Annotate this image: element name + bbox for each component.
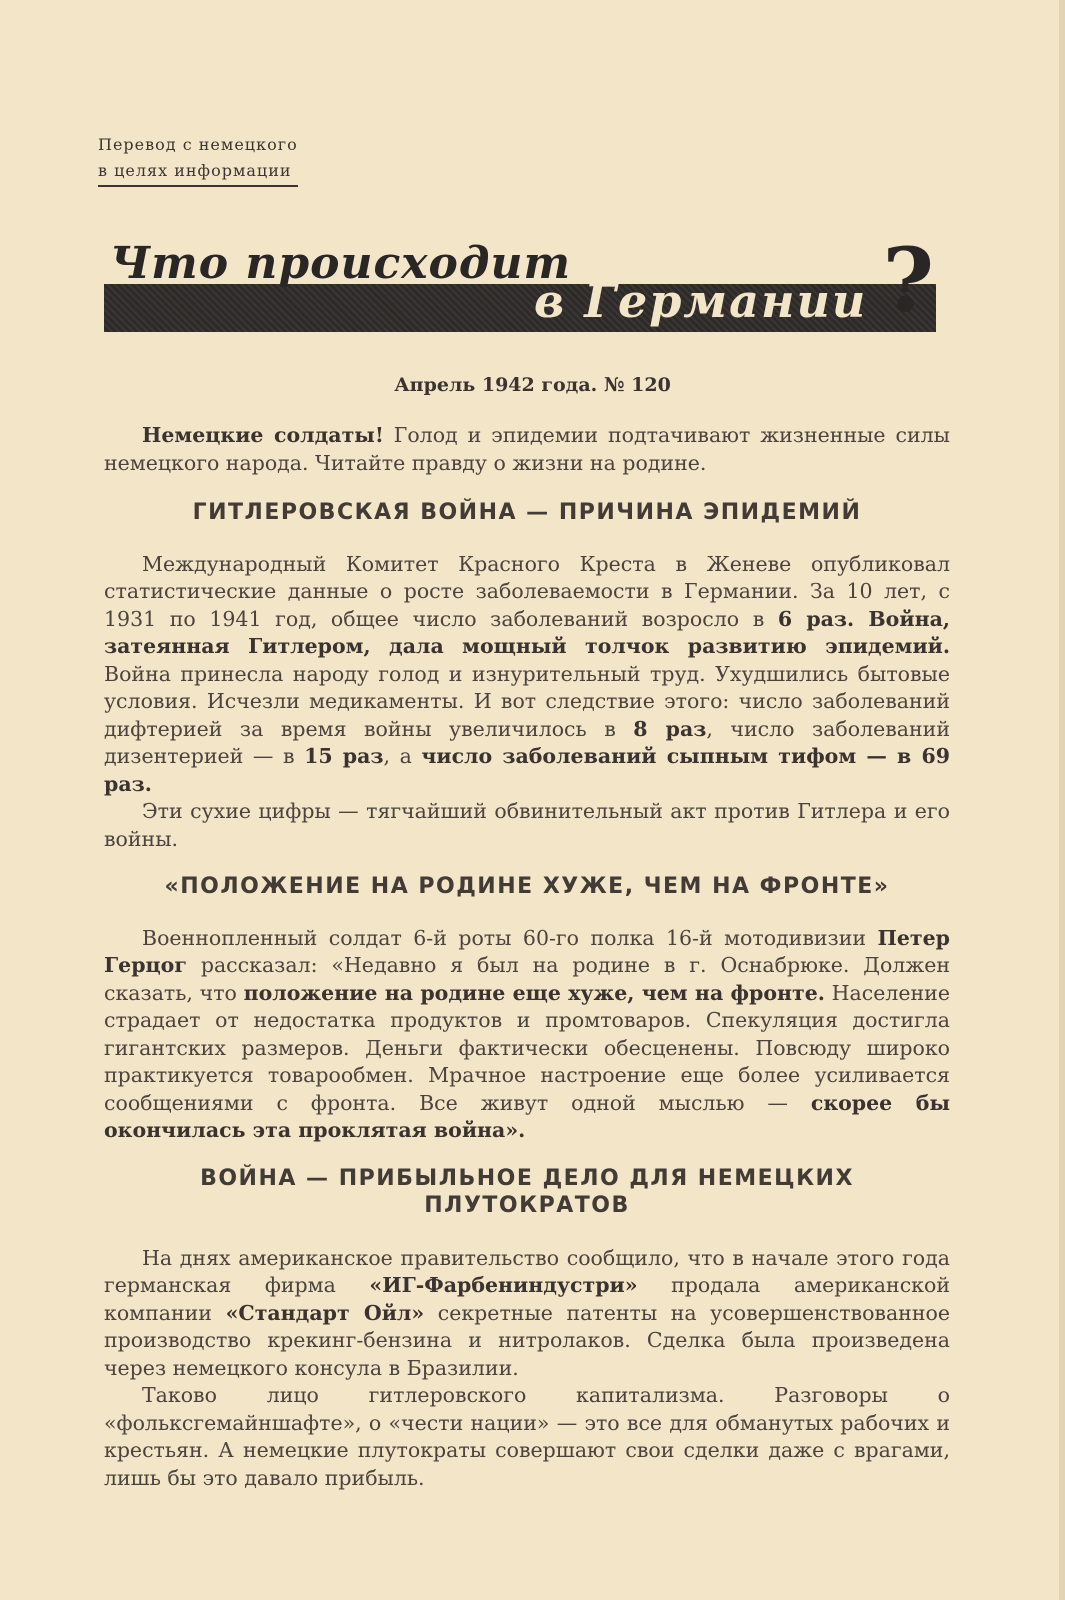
text-run: Население страдает от недостатка продуктов и промтоваров. Спекуляция достигла гигантских размеров. Деньги фактически обесценены. Повсюду широко практикуется товарообмен. Мрачное настроение еще более усиливается сообщениями с фронта. Все живут одной мыслью — bbox=[104, 980, 950, 1115]
masthead-title-band: в Германии bbox=[534, 274, 868, 328]
bold-run: число заболеваний сыпным тифом — в 69 раз. bbox=[104, 744, 950, 796]
heading-line-1: ВОЙНА — ПРИБЫЛЬНОЕ ДЕЛО ДЛЯ НЕМЕЦКИХ bbox=[200, 1165, 854, 1191]
intro-paragraph bbox=[104, 422, 950, 477]
text-run: , а bbox=[383, 744, 422, 768]
text-run: рассказал: «Недавно я был на родине в г. Оснабрюке. Должен сказать, что bbox=[104, 953, 950, 1005]
section3-paragraph-2: Таково лицо гитлеровского капитализма. Разговоры о «фольксгемайншафте», о «чести нации» — это все для обманутых рабочих и крестьян. А немецкие плутократы совершают свои сделки даже с врагами, лишь бы это давало прибыль. bbox=[104, 1383, 950, 1490]
section3-paragraph-1 bbox=[104, 1245, 950, 1383]
issue-line: Апрель 1942 года. № 120 bbox=[394, 374, 671, 396]
bold-run: 15 раз bbox=[304, 744, 384, 768]
intro-lead: Немецкие солдаты! bbox=[142, 423, 384, 447]
bold-run: «Стандарт Ойл» bbox=[225, 1300, 425, 1325]
masthead-question-mark: ? bbox=[882, 228, 934, 332]
section1-paragraph-1 bbox=[104, 551, 950, 799]
masthead bbox=[104, 228, 936, 340]
section1-paragraph-2: Эти сухие цифры — тягчайший обвинительный акт против Гитлера и его войны. bbox=[104, 799, 950, 851]
section1-heading: ГИТЛЕРОВСКАЯ ВОЙНА — ПРИЧИНА ЭПИДЕМИЙ bbox=[192, 500, 862, 525]
article-body bbox=[104, 422, 950, 1492]
text-run: Международный Комитет Красного Креста в Женеве опубликовал статистические данные о росте заболеваемости в Германии. За 10 лет, с 1931 по 1941 год, общее число заболеваний возросло в bbox=[104, 551, 950, 631]
text-run: продала американской компании bbox=[104, 1273, 950, 1325]
bold-run: положение на родине еще хуже, чем на фронте. bbox=[243, 980, 825, 1005]
bold-run: «ИГ-Фарбениндустри» bbox=[369, 1273, 638, 1297]
section2-paragraph-1 bbox=[104, 925, 950, 1145]
heading-line-2: ПЛУТОКРАТОВ bbox=[424, 1192, 630, 1218]
section3-heading bbox=[104, 1165, 950, 1219]
intro-text: Голод и эпидемии подтачивают жизненные силы немецкого народа. Читайте правду о жизни на родине. bbox=[104, 423, 950, 475]
stamp-line-1: Перевод с немецкого bbox=[98, 135, 298, 154]
text-run: Военнопленный солдат 6-й роты 60-го полка 16-й мотодивизии bbox=[142, 925, 878, 950]
translation-stamp bbox=[98, 132, 298, 187]
stamp-line-2: в целях информации bbox=[98, 158, 298, 187]
masthead-title-top: Что происходит bbox=[110, 238, 572, 289]
text-run: На днях американское правительство сообщило, что в начале этого года германская фирма bbox=[104, 1245, 950, 1297]
text-run: , число заболеваний дизентерией — в bbox=[104, 716, 950, 768]
section2-heading: «ПОЛОЖЕНИЕ НА РОДИНЕ ХУЖЕ, ЧЕМ НА ФРОНТЕ» bbox=[164, 874, 890, 899]
bold-run: Петер Герцог bbox=[104, 925, 950, 977]
bold-run: 6 раз. Война, затеянная Гитлером, дала мощный толчок развитию эпидемий. bbox=[104, 606, 950, 658]
bold-run: скорее бы окончилась эта проклятая война». bbox=[104, 1090, 951, 1142]
bold-run: 8 раз bbox=[633, 716, 707, 741]
text-run: секретные патенты на усовершенствованное производство крекинг-бензина и нитролаков. Сделка была произведена через немецкого консула в Бразилии. bbox=[104, 1300, 950, 1380]
text-run: Война принесла народу голод и изнурительный труд. Ухудшились бытовые условия. Исчезли медикаменты. И вот следствие этого: число заболеваний дифтерией за время войны увеличилось в bbox=[104, 661, 950, 741]
